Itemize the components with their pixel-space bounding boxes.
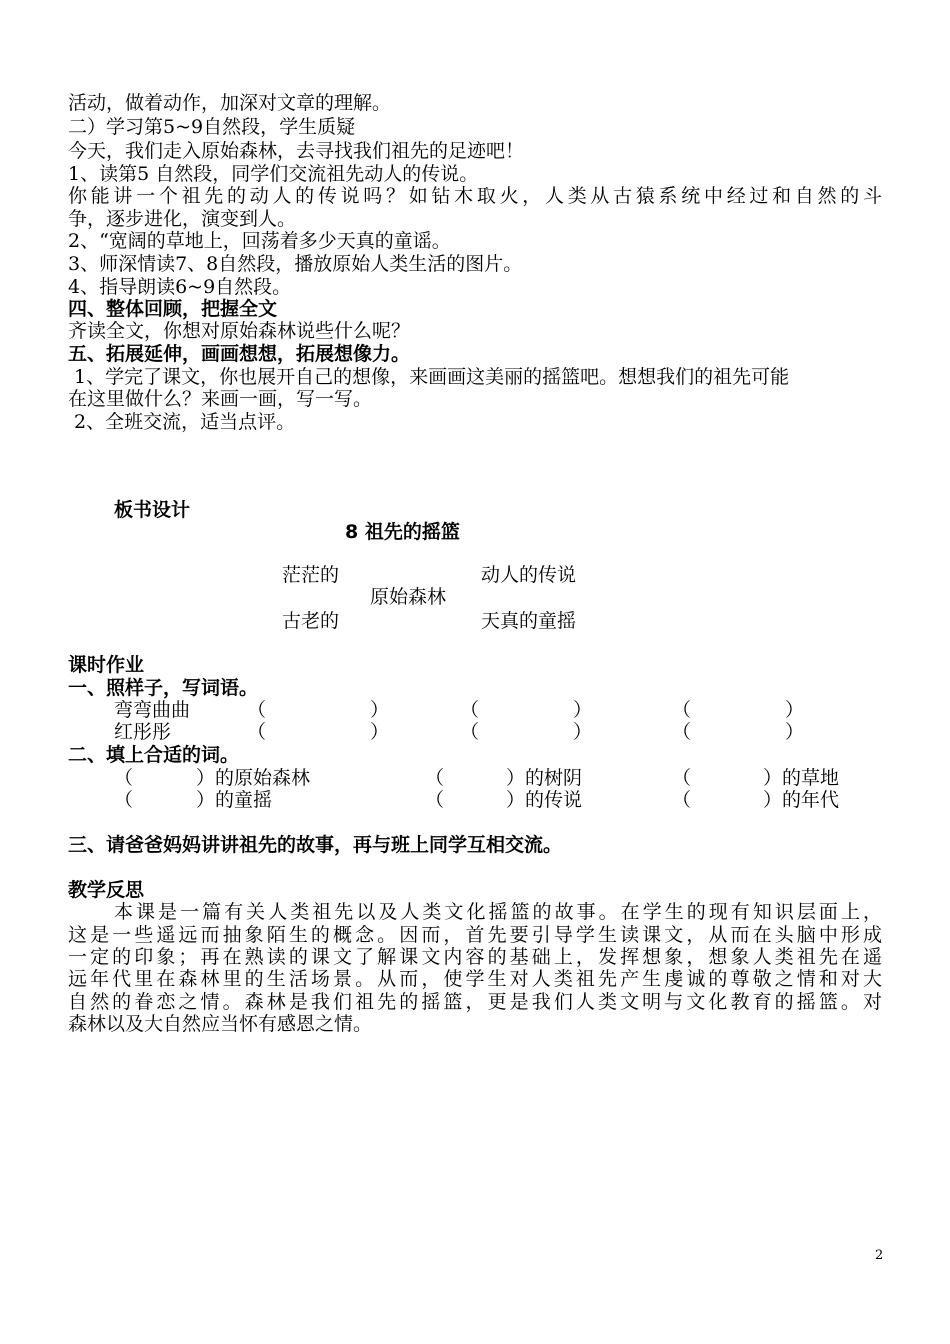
text-line: 在这里做什么？来画一画，写一写。 — [68, 388, 373, 410]
reflection-line: 这是一些遥远而抽象陌生的概念。因而，首先要引导学生读课文，从而在头脑中形成 — [68, 924, 882, 946]
reflection-line: 远年代里在森林里的生活场景。从而，使学生对人类祖先产生虔诚的尊敬之情和对大 — [68, 968, 882, 990]
board-right-2: 天真的童摇 — [481, 610, 577, 632]
q2-phrase: ）的树阴 — [506, 767, 583, 789]
text-line: 1、读第5 自然段，同学们交流祖先动人的传说。 — [68, 163, 479, 185]
q2-phrase: ）的传说 — [506, 789, 583, 811]
paren-close: ） — [370, 721, 390, 743]
paren-close: ） — [785, 721, 805, 743]
q1-word: 红彤彤 — [114, 721, 172, 743]
reflection-line: 本课是一篇有关人类祖先以及人类文化摇篮的故事。在学生的现有知识层面上， — [114, 901, 882, 923]
paren-open: （ — [672, 699, 692, 721]
paren-open: （ — [460, 699, 480, 721]
board-left-1: 茫茫的 — [282, 564, 340, 586]
paren-open: （ — [672, 721, 692, 743]
board-left-2: 古老的 — [282, 610, 340, 632]
paren-close: ） — [785, 699, 805, 721]
paren-open: （ — [460, 721, 480, 743]
paren-open: （ — [247, 721, 267, 743]
q2-phrase: ）的童摇 — [196, 789, 273, 811]
text-line: 今天，我们走入原始森林，去寻找我们祖先的足迹吧！ — [68, 140, 525, 162]
homework-heading: 课时作业 — [68, 654, 145, 676]
text-line: 3、师深情读7、8自然段，播放原始人类生活的图片。 — [68, 253, 523, 275]
paren-close: ） — [573, 721, 593, 743]
section-heading: 二）学习第5~9自然段，学生质疑 — [68, 116, 356, 138]
paren-open: （ — [425, 789, 445, 811]
board-center: 原始森林 — [370, 586, 447, 608]
paren-open: （ — [247, 699, 267, 721]
q2-phrase: ）的原始森林 — [196, 767, 311, 789]
page-number: 2 — [875, 1248, 884, 1263]
text-line: 4、指导朗读6~9自然段。 — [68, 276, 292, 298]
reflection-line: 一定的印象；再在熟读的课文了解课文内容的基础上，发挥想象，想象人类祖先在遥 — [68, 946, 882, 968]
paren-open: （ — [114, 767, 134, 789]
q2-phrase: ）的年代 — [763, 789, 840, 811]
paren-open: （ — [425, 767, 445, 789]
homework-q2: 二、填上合适的词。 — [68, 744, 240, 766]
homework-q3: 三、请爸爸妈妈讲讲祖先的故事，再与班上同学互相交流。 — [68, 834, 563, 856]
paren-open: （ — [114, 789, 134, 811]
board-heading: 板书设计 — [114, 499, 191, 521]
reflection-heading: 教学反思 — [68, 879, 145, 901]
paren-close: ） — [370, 699, 390, 721]
homework-q1: 一、照样子，写词语。 — [68, 677, 259, 699]
paren-open: （ — [672, 767, 692, 789]
q1-word: 弯弯曲曲 — [114, 699, 191, 721]
section-heading: 五、拓展延伸，画画想想，拓展想像力。 — [68, 343, 411, 365]
paren-open: （ — [672, 789, 692, 811]
text-line: 1、学完了课文，你也展开自己的想像，来画画这美丽的摇篮吧。想想我们的祖先可能 — [68, 366, 790, 388]
text-line: 2、全班交流，适当点评。 — [68, 411, 296, 433]
text-line: 2、“宽阔的草地上，回荡着多少天真的童谣。 — [68, 230, 451, 252]
section-heading: 四、整体回顾，把握全文 — [68, 298, 278, 320]
paren-close: ） — [573, 699, 593, 721]
text-line: 争，逐步进化，演变到人。 — [68, 208, 297, 230]
board-right-1: 动人的传说 — [481, 564, 577, 586]
text-line: 齐读全文，你想对原始森林说些什么呢？ — [68, 320, 411, 342]
text-line: 你能讲一个祖先的动人的传说吗？如钻木取火，人类从古猿系统中经过和自然的斗 — [68, 185, 882, 207]
q2-phrase: ）的草地 — [763, 767, 840, 789]
reflection-line: 森林以及大自然应当怀有感恩之情。 — [68, 1013, 373, 1035]
board-title: 8 祖先的摇篮 — [345, 521, 460, 543]
text-line: 活动，做着动作，加深对文章的理解。 — [68, 92, 392, 114]
reflection-line: 自然的眷恋之情。森林是我们祖先的摇篮，更是我们人类文明与文化教育的摇篮。对 — [68, 991, 882, 1013]
